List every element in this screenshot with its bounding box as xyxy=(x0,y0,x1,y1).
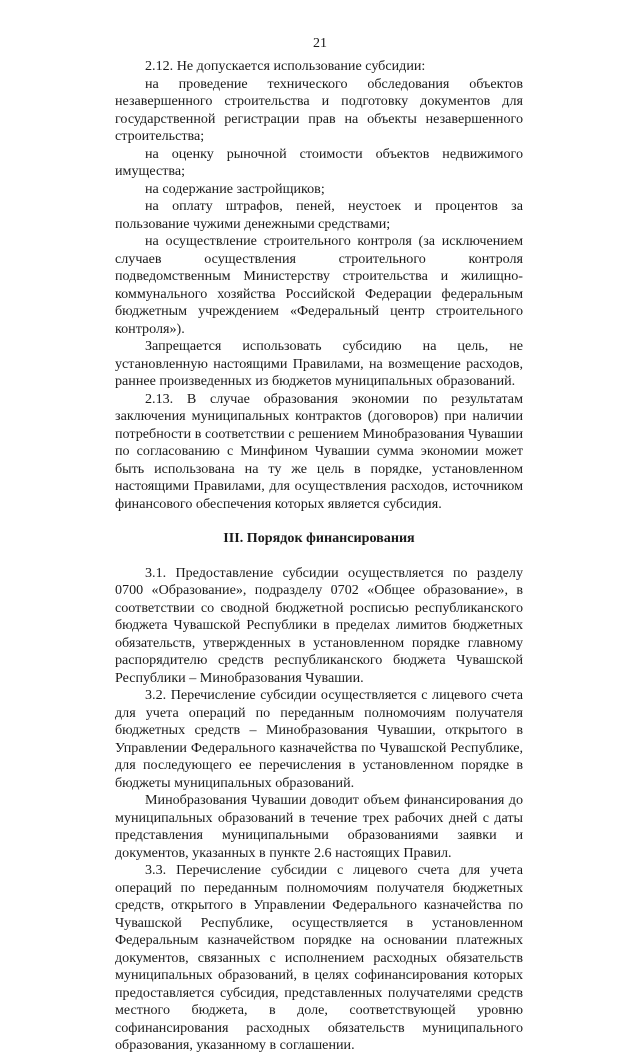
paragraph-market-valuation: на оценку рыночной стоимости объектов недвижимого имущества; xyxy=(115,145,523,179)
paragraph-2-13: 2.13. В случае образования экономии по результатам заключения муниципальных контрактов (договоров) при наличии потребности в соответствии с решением Минобразования Чувашии по согласованию с Минфином Чувашии сумма экономии может быть использована на ту же цель в порядке, установленном настоящими Правилами, для осуществления расходов, источником финансового обеспечения которых является субсидия. xyxy=(115,390,523,512)
paragraph-technical-inspection: на проведение технического обследования объектов незавершенного строительства и подготовку документов для государственной регистрации прав на объекты незавершенного строительства; xyxy=(115,75,523,144)
page-number: 21 xyxy=(313,36,327,51)
paragraph-3-1: 3.1. Предоставление субсидии осуществляется по разделу 0700 «Образование», подразделу 0702 «Общее образование», в соответствии со сводной бюджетной росписью республиканского бюджета Чувашской Республики в пределах лимитов бюджетных обязательств, утвержденных в установленном порядке главному распорядителю средств республиканского бюджета Чувашской Республики – Минобразования Чувашии. xyxy=(115,564,523,686)
paragraph-2-12: 2.12. Не допускается использование субсидии: xyxy=(145,58,426,74)
paragraph-construction-control: на осуществление строительного контроля (за исключением случаев осуществления строительного контроля подведомственным Министерству строительства и жилищно-коммунального хозяйства Российской Федерации федеральным бюджетным учреждением «Федеральный центр строительного контроля»). xyxy=(115,233,523,337)
paragraph-3-3: 3.3. Перечисление субсидии с лицевого счета для учета операций по переданным полномочиям получателя бюджетных средств, открытого в Управлении Федерального казначейства по Чувашской Республике, осуществляется в установленном Федеральным казначейством порядке на основании платежных документов, связанных с исполнением расходных обязательств муниципальных образований, в целях софинансирования которых предоставляется субсидия, представленных получателями средств местного бюджета, в доле, соответствующей уровню софинансирования расходных обязательств муниципального образования, указанному в соглашении. xyxy=(115,862,523,1053)
document-body xyxy=(115,58,523,1055)
paragraph-funding-deadline: Минобразования Чувашии доводит объем финансирования до муниципальных образований в течение трех рабочих дней с даты представления муниципальными образованиями заявки и документов, указанных в пункте 2.6 настоящих Правил. xyxy=(115,792,523,861)
paragraph-prohibition: Запрещается использовать субсидию на цель, не установленную настоящими Правилами, на возмещение расходов, раннее произведенных из бюджетов муниципальных образований. xyxy=(115,338,523,389)
paragraph-3-2: 3.2. Перечисление субсидии осуществляется с лицевого счета для учета операций по переданным полномочиям получателя бюджетных средств – Минобразования Чувашии, открытого в Управлении Федерального казначейства по Чувашской Республике, для последующего ее перечисления в установленном порядке в бюджеты муниципальных образований. xyxy=(115,687,523,791)
paragraph-fines: на оплату штрафов, пеней, неустоек и процентов за пользование чужими денежными средствами; xyxy=(115,198,523,232)
section-heading: III. Порядок финансирования xyxy=(223,530,415,546)
paragraph-developers-maintenance: на содержание застройщиков; xyxy=(145,180,325,197)
